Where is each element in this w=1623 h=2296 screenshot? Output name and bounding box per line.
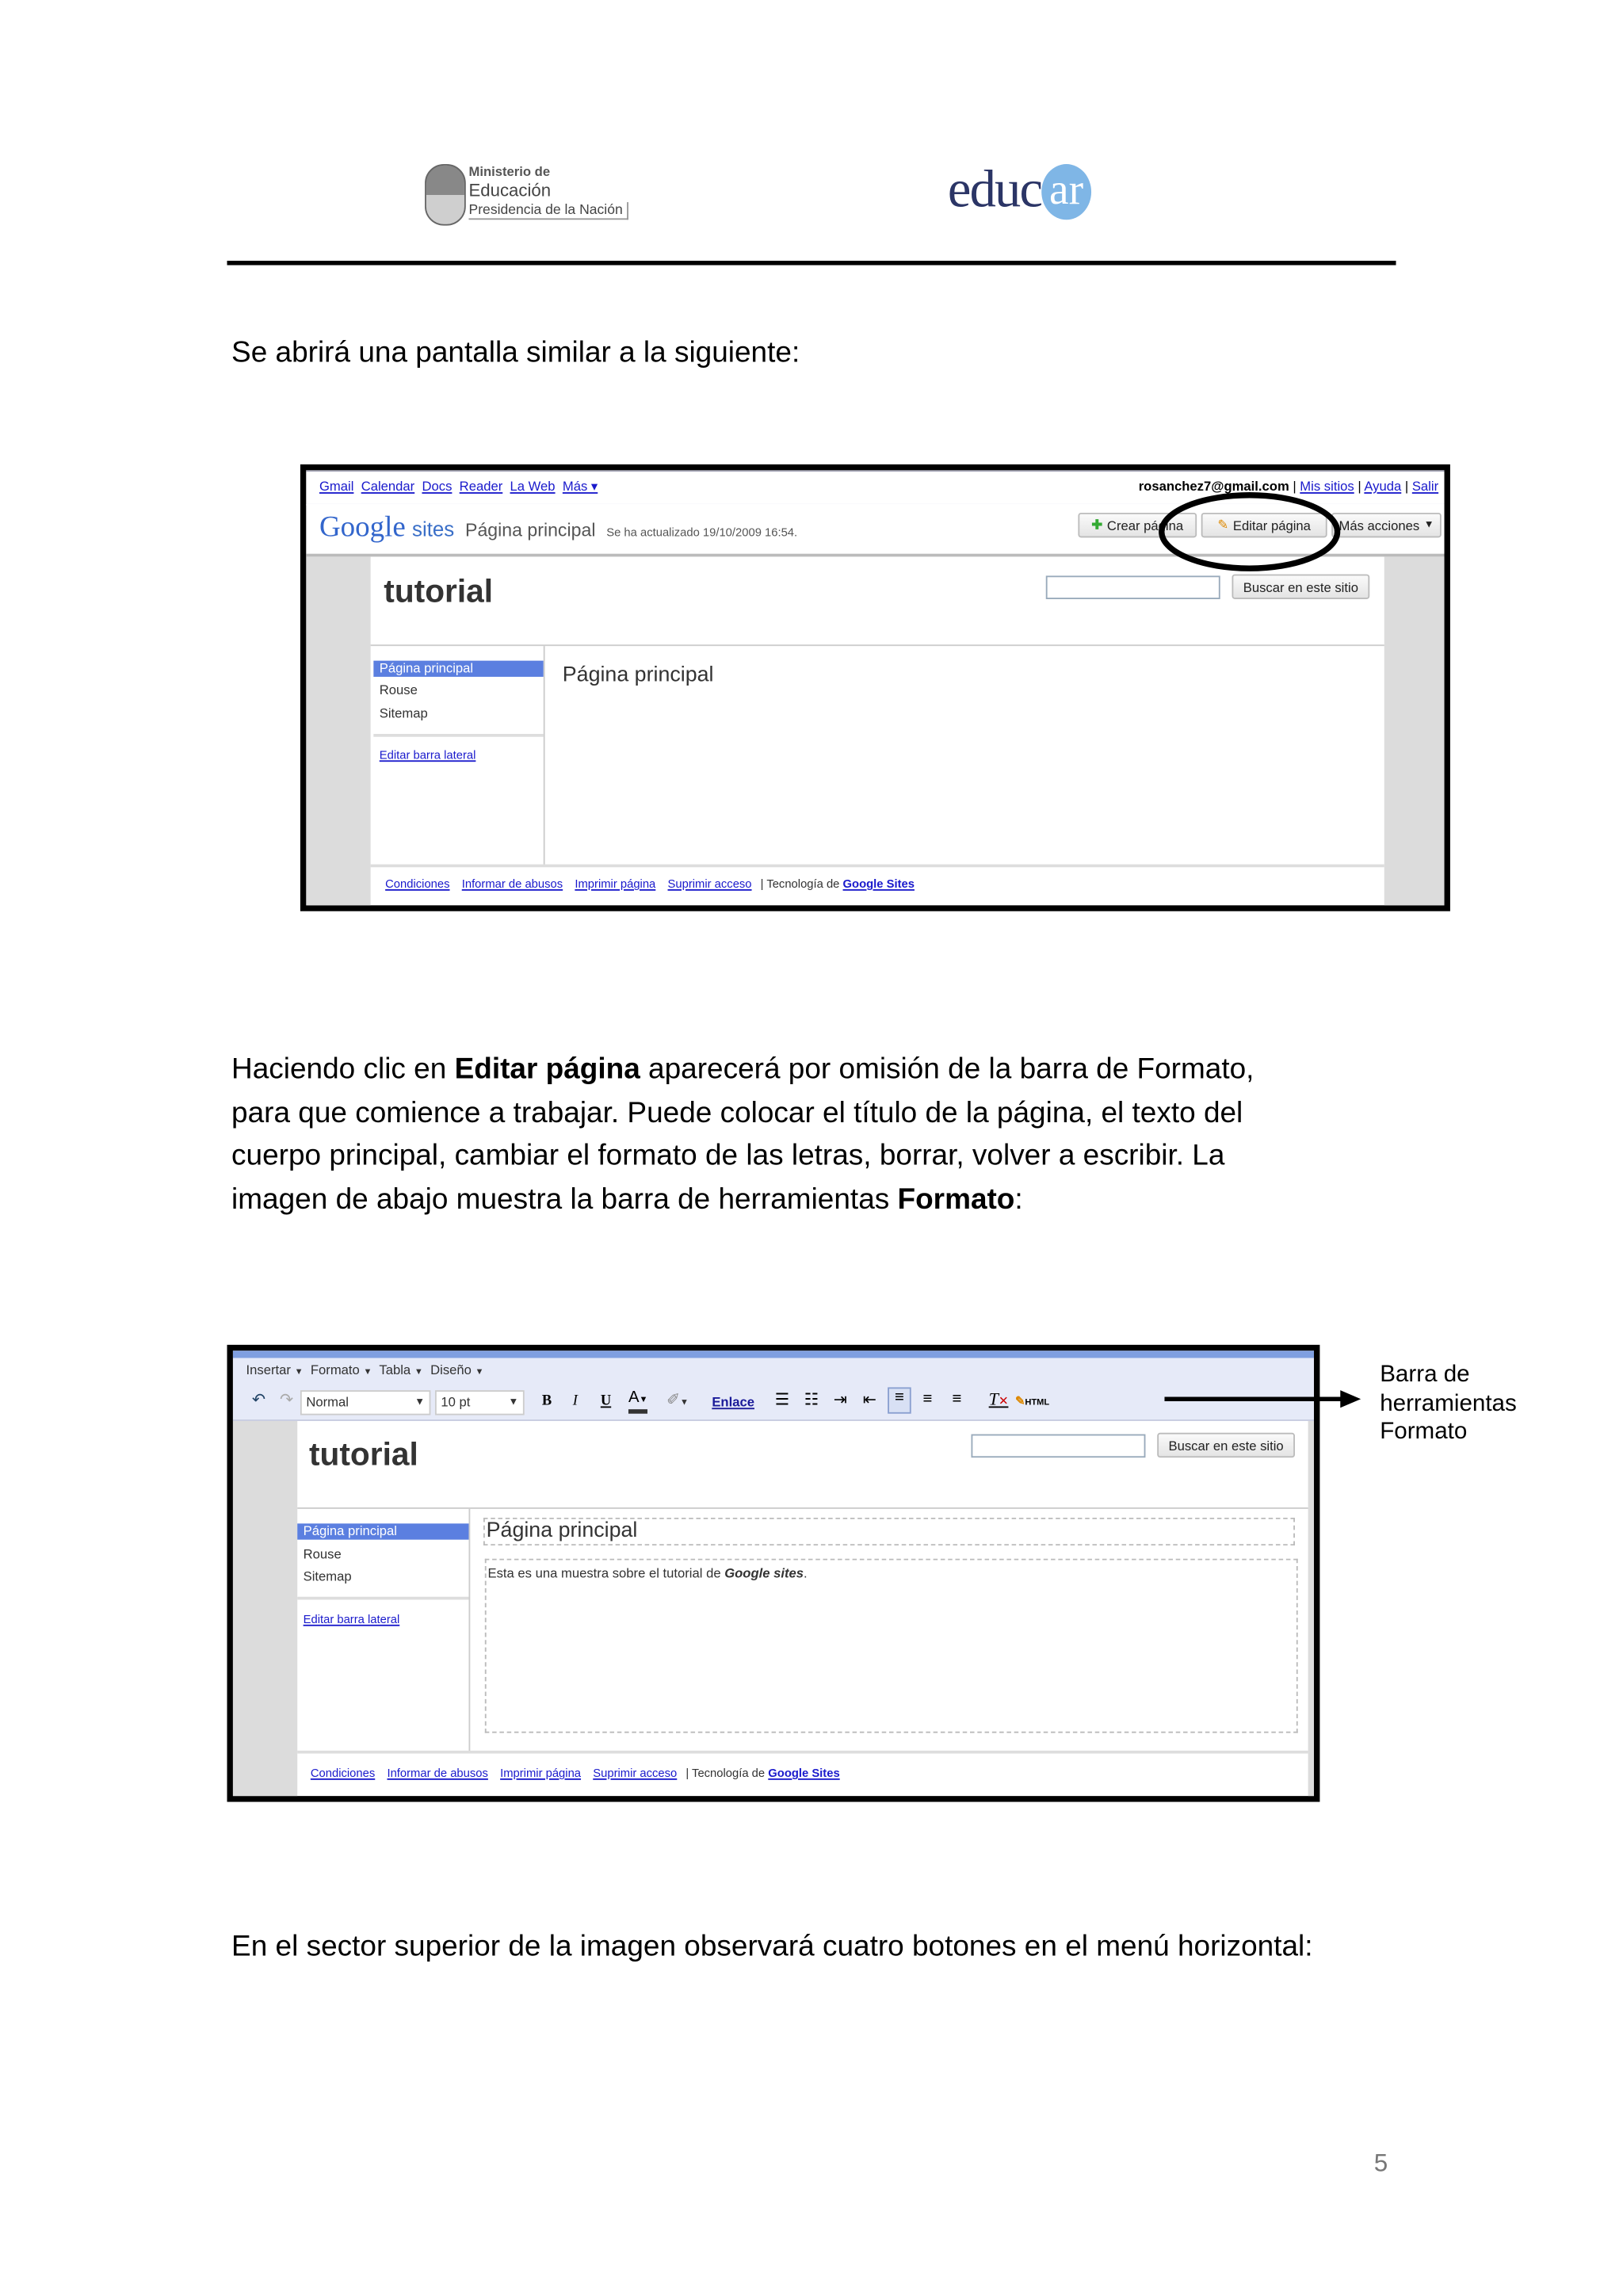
highlight-color-icon[interactable]: ✐▼ — [666, 1391, 689, 1410]
search-input[interactable] — [971, 1435, 1145, 1458]
footer-link-suprimir[interactable]: Suprimir acceso — [667, 877, 752, 891]
google-sites-logo — [319, 511, 797, 545]
site-title: tutorial — [384, 572, 494, 609]
header-page-title: Página principal — [465, 520, 596, 541]
edit-sidebar-link[interactable]: Editar barra lateral — [303, 1613, 400, 1626]
educar-logo — [948, 159, 1091, 226]
chevron-down-icon: ▼ — [508, 1397, 519, 1408]
blue-top-strip — [233, 1350, 1314, 1358]
footer-link-condiciones[interactable]: Condiciones — [310, 1767, 376, 1780]
callout-line-3: Formato — [1380, 1419, 1468, 1445]
undo-icon[interactable]: ↶ — [251, 1391, 265, 1410]
pencil-icon: ✎ — [1217, 517, 1229, 532]
screenshot-edit-mode — [227, 1345, 1320, 1802]
bold-formato: Formato — [897, 1183, 1015, 1217]
link-la-web[interactable]: La Web — [510, 479, 556, 494]
body-italic-text: Google sites — [724, 1565, 804, 1581]
footer-link-condiciones[interactable]: Condiciones — [385, 877, 450, 891]
left-margin — [233, 1421, 297, 1802]
educar-logo-suffix: ar — [1041, 164, 1091, 220]
create-page-label: Crear página — [1106, 518, 1184, 533]
more-actions-label: Más acciones — [1338, 518, 1420, 533]
menu-formato[interactable]: Formato ▼ — [310, 1362, 372, 1377]
style-select[interactable]: Normal ▼ — [300, 1390, 431, 1415]
footer-link-imprimir[interactable]: Imprimir página — [500, 1767, 582, 1780]
sites-logo-text: sites — [412, 517, 455, 541]
numbered-list-icon[interactable]: ☰ — [774, 1391, 790, 1410]
argentina-emblem-icon — [425, 164, 466, 226]
callout-line-2: herramientas — [1380, 1391, 1517, 1416]
italic-icon[interactable]: I — [572, 1392, 578, 1410]
link-reader[interactable]: Reader — [459, 479, 503, 494]
header-divider — [371, 644, 1384, 646]
sidebar-item-pagina-principal[interactable]: Página principal — [297, 1523, 468, 1539]
site-footer: Condiciones Informar de abusos Imprimir página Suprimir acceso | Tecnología de Google Sites — [385, 877, 915, 891]
html-button[interactable]: ✎HTML — [1014, 1394, 1050, 1408]
right-margin — [1308, 1421, 1314, 1802]
footer-divider — [297, 1751, 1308, 1754]
link-ayuda[interactable]: Ayuda — [1364, 479, 1402, 494]
align-left-icon[interactable]: ≡ — [888, 1387, 911, 1413]
paragraph-line-4: imagen de abajo muestra la barra de herramientas Formato: — [231, 1183, 1023, 1217]
footer-link-suprimir[interactable]: Suprimir acceso — [593, 1767, 678, 1780]
footer-tech: Tecnología de — [766, 877, 840, 891]
menu-insertar[interactable]: Insertar ▼ — [246, 1362, 304, 1377]
align-right-icon[interactable]: ≡ — [952, 1390, 962, 1408]
right-margin — [1384, 556, 1450, 911]
content-title: Página principal — [486, 1519, 638, 1543]
paragraph-line-2: para que comience a trabajar. Puede colocar el título de la página, el texto del — [231, 1096, 1243, 1129]
callout-arrow-icon — [1162, 1387, 1367, 1411]
font-size-select[interactable]: 10 pt ▼ — [435, 1390, 525, 1415]
footer-google-sites-link[interactable]: Google Sites — [842, 877, 915, 891]
sidebar-item-rouse[interactable]: Rouse — [303, 1546, 342, 1562]
search-site-button[interactable]: Buscar en este sitio — [1232, 575, 1370, 599]
content-title: Página principal — [562, 663, 714, 687]
user-email: rosanchez7@gmail.com — [1138, 479, 1289, 494]
content-title-field[interactable] — [483, 1518, 1295, 1545]
sidebar-border — [544, 646, 545, 865]
ministry-logo — [425, 161, 630, 227]
chevron-down-icon: ▼ — [414, 1397, 426, 1408]
callout-label — [1380, 1361, 1517, 1446]
menu-diseno[interactable]: Diseño ▼ — [430, 1362, 484, 1377]
callout-line-1: Barra de — [1380, 1362, 1470, 1388]
content-body-editor[interactable]: Esta es una muestra sobre el tutorial de Google sites. — [485, 1559, 1298, 1733]
closing-text: En el sector superior de la imagen observará cuatro botones en el menú horizontal: — [231, 1931, 1313, 1963]
educar-logo-prefix: educ — [947, 159, 1042, 219]
body-text: Esta es una muestra sobre el tutorial de — [487, 1565, 725, 1581]
page-number: 5 — [1373, 2149, 1388, 2177]
site-title: tutorial — [309, 1435, 418, 1473]
sidebar-border — [468, 1509, 470, 1752]
ministry-line3: Presidencia de la Nación — [468, 202, 628, 220]
text-color-icon[interactable]: A▼ — [628, 1390, 648, 1414]
last-updated: Se ha actualizado 19/10/2009 16:54. — [606, 525, 798, 540]
left-margin — [306, 556, 370, 911]
bullet-list-icon[interactable]: ☷ — [804, 1391, 819, 1410]
footer-google-sites-link[interactable]: Google Sites — [768, 1767, 840, 1780]
edit-page-label: Editar página — [1232, 518, 1311, 533]
underline-icon[interactable]: U — [600, 1392, 612, 1410]
link-salir[interactable]: Salir — [1411, 479, 1439, 494]
link-mas[interactable]: Más ▾ — [562, 479, 598, 494]
paragraph-line-1: Haciendo clic en Editar página aparecerá por omisión de la barra de Formato, — [231, 1052, 1254, 1086]
instructions-paragraph — [231, 1049, 1254, 1223]
sidebar-divider — [297, 1597, 468, 1600]
bold-icon[interactable]: B — [541, 1392, 552, 1410]
paragraph-line-3: cuerpo principal, cambiar el formato de las letras, borrar, volver a escribir. La — [231, 1140, 1225, 1173]
ministry-line1: Ministerio de — [468, 164, 551, 179]
clear-formatting-icon[interactable]: T✕ — [988, 1389, 1009, 1410]
highlight-circle — [1150, 480, 1355, 583]
footer-link-abusos[interactable]: Informar de abusos — [387, 1767, 488, 1780]
link-gmail[interactable]: Gmail — [319, 479, 354, 494]
site-footer: Condiciones Informar de abusos Imprimir página Suprimir acceso | Tecnología de Google Sites — [310, 1767, 840, 1780]
sidebar-divider — [373, 734, 543, 737]
link-docs[interactable]: Docs — [422, 479, 453, 494]
google-top-links — [319, 479, 598, 495]
editor-menubar — [233, 1358, 1314, 1420]
header-rule — [227, 261, 1396, 266]
search-site-button[interactable]: Buscar en este sitio — [1157, 1433, 1295, 1457]
footer-link-abusos[interactable]: Informar de abusos — [461, 877, 563, 891]
pencil-icon: ✎ — [1014, 1394, 1025, 1408]
menu-row — [246, 1362, 484, 1377]
chevron-down-icon: ▼ — [1423, 520, 1434, 531]
redo-icon[interactable]: ↷ — [280, 1391, 294, 1410]
bold-editar-pagina: Editar página — [454, 1052, 640, 1086]
link-button[interactable]: Enlace — [712, 1394, 754, 1410]
sidebar-item-rouse[interactable]: Rouse — [379, 682, 418, 697]
link-mis-sitios[interactable]: Mis sitios — [1300, 479, 1354, 494]
menu-tabla[interactable]: Tabla ▼ — [379, 1362, 423, 1377]
plus-icon: ✚ — [1091, 517, 1103, 532]
link-calendar[interactable]: Calendar — [361, 479, 415, 494]
align-center-icon[interactable]: ≡ — [922, 1390, 933, 1408]
intro-text: Se abrirá una pantalla similar a la siguiente: — [231, 337, 800, 369]
ministry-line2: Educación — [468, 180, 552, 201]
footer-link-imprimir[interactable]: Imprimir página — [575, 877, 656, 891]
edit-sidebar-link[interactable]: Editar barra lateral — [379, 748, 476, 762]
footer-tech: Tecnología de — [692, 1767, 766, 1780]
outdent-icon[interactable]: ⇤ — [862, 1391, 876, 1410]
header-divider — [297, 1507, 1308, 1509]
indent-icon[interactable]: ⇥ — [833, 1391, 847, 1410]
footer-divider — [371, 865, 1384, 868]
sidebar-item-pagina-principal[interactable]: Página principal — [373, 661, 543, 677]
user-links: rosanchez7@gmail.com | Mis sitios | Ayuda | Salir — [1138, 479, 1439, 494]
sidebar-item-sitemap[interactable]: Sitemap — [303, 1568, 352, 1584]
google-logo-text: Google — [319, 511, 406, 544]
sidebar-item-sitemap[interactable]: Sitemap — [379, 705, 428, 721]
